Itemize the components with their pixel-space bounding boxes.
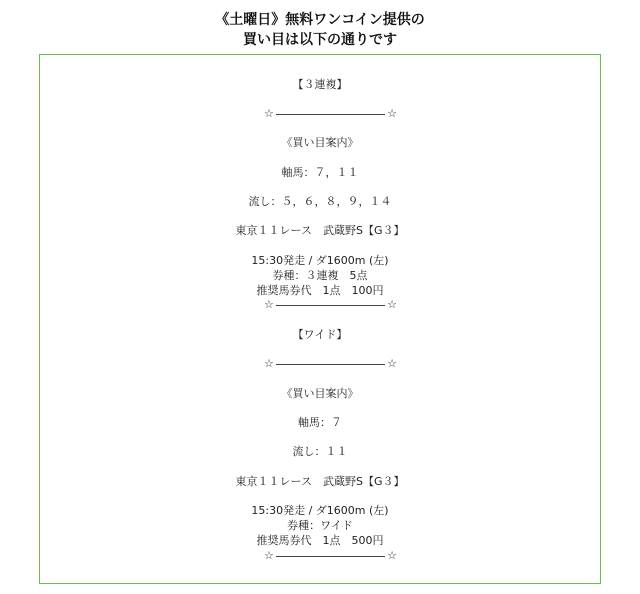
heading-line-2: 買い目は以下の通りです <box>243 32 397 48</box>
flow-horses: 流し：１１ <box>292 445 348 458</box>
axis-horses: 軸馬：７ <box>298 416 342 429</box>
star-divider <box>40 107 600 121</box>
divider-line <box>276 364 385 365</box>
recommended-price: 推奨馬券代 1点 500円 <box>256 534 384 547</box>
recommended-price: 推奨馬券代 1点 100円 <box>256 284 384 297</box>
star-divider <box>40 549 600 563</box>
ticket-type-heading: 【３連複】 <box>292 78 348 91</box>
content-box <box>39 54 601 584</box>
divider-line <box>276 305 385 306</box>
star-icon: ☆ <box>387 549 397 562</box>
page-heading <box>0 10 640 50</box>
race-start: 15:30発走 / ダ1600m (左) <box>251 504 389 517</box>
star-icon: ☆ <box>387 298 397 311</box>
axis-horses: 軸馬：７，１１ <box>281 166 359 179</box>
star-icon: ☆ <box>387 357 397 370</box>
star-divider <box>40 298 600 312</box>
divider-line <box>276 114 385 115</box>
star-icon: ☆ <box>264 298 274 311</box>
race-name: 東京１１レース 武蔵野S【G３】 <box>235 224 405 237</box>
ticket-type-heading: 【ワイド】 <box>292 328 348 341</box>
divider-line <box>276 556 385 557</box>
bet-type: 券種：ワイド <box>287 519 353 532</box>
star-icon: ☆ <box>264 357 274 370</box>
bet-type: 券種：３連複 5点 <box>272 269 368 282</box>
star-divider <box>40 357 600 371</box>
star-icon: ☆ <box>264 549 274 562</box>
guide-title: 《買い目案内》 <box>281 136 359 149</box>
guide-title: 《買い目案内》 <box>281 387 359 400</box>
star-icon: ☆ <box>264 107 274 120</box>
race-start: 15:30発走 / ダ1600m (左) <box>251 254 389 267</box>
race-name: 東京１１レース 武蔵野S【G３】 <box>235 475 405 488</box>
star-icon: ☆ <box>387 107 397 120</box>
heading-line-1: 《土曜日》無料ワンコイン提供の <box>215 12 425 28</box>
flow-horses: 流し：５，６，８，９，１４ <box>248 195 392 208</box>
